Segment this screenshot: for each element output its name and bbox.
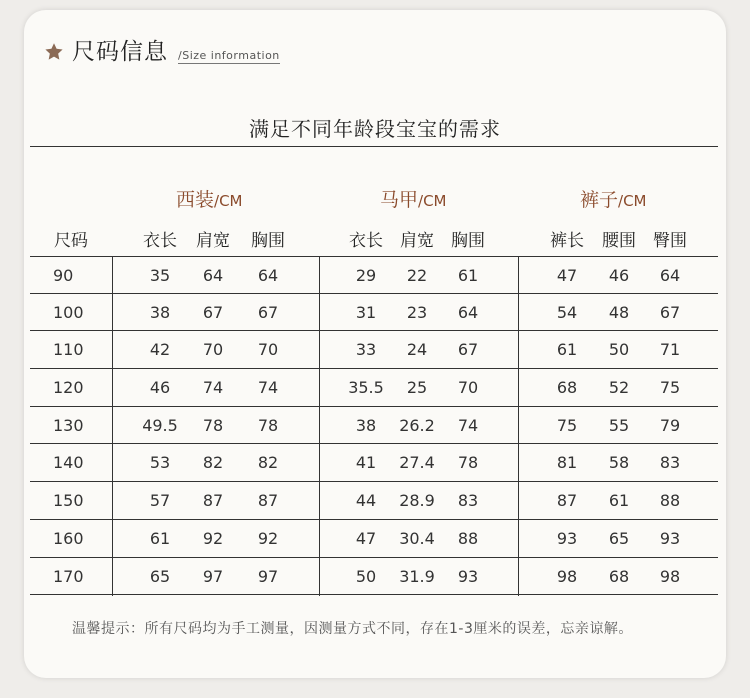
- size-cell: 170: [53, 566, 84, 586]
- measurement-note: 温馨提示：所有尺码均为手工测量，因测量方式不同，存在1-3厘米的误差，忘亲谅解。: [72, 621, 633, 637]
- measurement-cell: 82: [202, 453, 224, 473]
- group-name: 马甲: [380, 189, 419, 211]
- measurement-cell: 97: [257, 566, 279, 586]
- measurement-cell: 35: [149, 266, 171, 285]
- measurement-cell: 50: [355, 566, 377, 586]
- measurement-cell: 64: [457, 302, 479, 322]
- measurement-cell: 87: [257, 491, 279, 511]
- group-unit: /CM: [418, 192, 447, 210]
- measurement-cell: 30.4: [399, 528, 435, 548]
- measurement-cell: 47: [355, 528, 377, 548]
- measurement-cell: 31.9: [399, 566, 435, 586]
- measurement-cell: 78: [202, 415, 224, 435]
- measurement-cell: 23: [406, 302, 428, 322]
- measurement-cell: 68: [608, 566, 630, 586]
- measurement-cell: 29: [355, 266, 377, 285]
- section-header: [44, 38, 280, 66]
- table-heading: 满足不同年龄段宝宝的需求: [249, 117, 501, 141]
- size-cell: 120: [53, 378, 84, 398]
- page-title: 尺码信息: [72, 39, 168, 65]
- measurement-cell: 47: [556, 266, 578, 285]
- column-header: 腰围: [602, 231, 636, 251]
- measurement-cell: 25: [406, 378, 428, 398]
- measurement-cell: 52: [608, 378, 630, 398]
- measurement-cell: 87: [556, 491, 578, 511]
- measurement-cell: 67: [257, 302, 279, 322]
- measurement-cell: 93: [457, 566, 479, 586]
- size-info-card: [24, 10, 726, 678]
- measurement-cell: 67: [659, 302, 681, 322]
- measurement-cell: 67: [202, 302, 224, 322]
- measurement-cell: 82: [257, 453, 279, 473]
- measurement-cell: 67: [457, 340, 479, 360]
- measurement-cell: 61: [556, 340, 578, 360]
- measurement-cell: 26.2: [399, 415, 435, 435]
- table-row: [30, 369, 718, 407]
- group-unit: /CM: [618, 192, 647, 210]
- measurement-cell: 41: [355, 453, 377, 473]
- table-row: [30, 444, 718, 482]
- measurement-cell: 61: [608, 491, 630, 511]
- measurement-cell: 83: [457, 491, 479, 511]
- measurement-cell: 75: [556, 415, 578, 435]
- column-header: 裤长: [550, 231, 584, 251]
- size-cell: 100: [53, 302, 84, 322]
- measurement-cell: 46: [608, 266, 630, 285]
- group-unit: /CM: [214, 192, 243, 210]
- table-row: [30, 407, 718, 445]
- measurement-cell: 93: [659, 528, 681, 548]
- measurement-cell: 61: [457, 266, 479, 285]
- measurement-cell: 54: [556, 302, 578, 322]
- heading-divider: [30, 146, 718, 147]
- measurement-cell: 92: [257, 528, 279, 548]
- table-row: [30, 294, 718, 332]
- measurement-cell: 68: [556, 378, 578, 398]
- column-header: 肩宽: [196, 231, 230, 251]
- size-table: [30, 256, 718, 595]
- group-name: 裤子: [580, 189, 619, 211]
- measurement-cell: 74: [257, 378, 279, 398]
- measurement-cell: 24: [406, 340, 428, 360]
- measurement-cell: 79: [659, 415, 681, 435]
- measurement-cell: 74: [457, 415, 479, 435]
- group-name: 西装: [176, 189, 215, 211]
- group-title-suit: [176, 185, 243, 212]
- measurement-cell: 87: [202, 491, 224, 511]
- measurement-cell: 64: [257, 266, 279, 285]
- measurement-cell: 22: [406, 266, 428, 285]
- measurement-cell: 48: [608, 302, 630, 322]
- column-header: 臀围: [653, 231, 687, 251]
- measurement-cell: 65: [149, 566, 171, 586]
- group-title-vest: [380, 185, 447, 212]
- measurement-cell: 65: [608, 528, 630, 548]
- measurement-cell: 70: [457, 378, 479, 398]
- measurement-cell: 93: [556, 528, 578, 548]
- table-row: [30, 256, 718, 294]
- measurement-cell: 88: [659, 491, 681, 511]
- size-cell: 90: [53, 266, 74, 285]
- page-subtitle: /Size information: [178, 49, 280, 62]
- measurement-cell: 71: [659, 340, 681, 360]
- column-header: 衣长: [143, 231, 177, 251]
- measurement-cell: 98: [556, 566, 578, 586]
- measurement-cell: 74: [202, 378, 224, 398]
- measurement-cell: 50: [608, 340, 630, 360]
- table-row: [30, 482, 718, 520]
- measurement-cell: 64: [202, 266, 224, 285]
- measurement-cell: 38: [355, 415, 377, 435]
- measurement-cell: 58: [608, 453, 630, 473]
- measurement-cell: 78: [257, 415, 279, 435]
- measurement-cell: 64: [659, 266, 681, 285]
- measurement-cell: 44: [355, 491, 377, 511]
- size-cell: 160: [53, 528, 84, 548]
- size-cell: 150: [53, 491, 84, 511]
- measurement-cell: 57: [149, 491, 171, 511]
- measurement-cell: 42: [149, 340, 171, 360]
- measurement-cell: 28.9: [399, 491, 435, 511]
- measurement-cell: 49.5: [142, 415, 178, 435]
- measurement-cell: 92: [202, 528, 224, 548]
- measurement-cell: 38: [149, 302, 171, 322]
- star-icon: [44, 42, 64, 62]
- group-title-pants: [580, 185, 647, 212]
- size-cell: 140: [53, 453, 84, 473]
- column-header: 胸围: [451, 231, 485, 251]
- column-header: 衣长: [349, 231, 383, 251]
- measurement-cell: 97: [202, 566, 224, 586]
- measurement-cell: 27.4: [399, 453, 435, 473]
- measurement-cell: 78: [457, 453, 479, 473]
- column-header: 肩宽: [400, 231, 434, 251]
- size-cell: 110: [53, 340, 84, 360]
- table-row: [30, 520, 718, 558]
- measurement-cell: 70: [202, 340, 224, 360]
- table-row: [30, 331, 718, 369]
- size-cell: 130: [53, 415, 84, 435]
- measurement-cell: 55: [608, 415, 630, 435]
- measurement-cell: 81: [556, 453, 578, 473]
- measurement-cell: 61: [149, 528, 171, 548]
- measurement-cell: 98: [659, 566, 681, 586]
- measurement-cell: 33: [355, 340, 377, 360]
- table-row: [30, 558, 718, 596]
- measurement-cell: 75: [659, 378, 681, 398]
- measurement-cell: 88: [457, 528, 479, 548]
- measurement-cell: 35.5: [348, 378, 384, 398]
- measurement-cell: 46: [149, 378, 171, 398]
- measurement-cell: 53: [149, 453, 171, 473]
- column-header: 尺码: [54, 231, 88, 251]
- column-header: 胸围: [251, 231, 285, 251]
- measurement-cell: 31: [355, 302, 377, 322]
- measurement-cell: 83: [659, 453, 681, 473]
- measurement-cell: 70: [257, 340, 279, 360]
